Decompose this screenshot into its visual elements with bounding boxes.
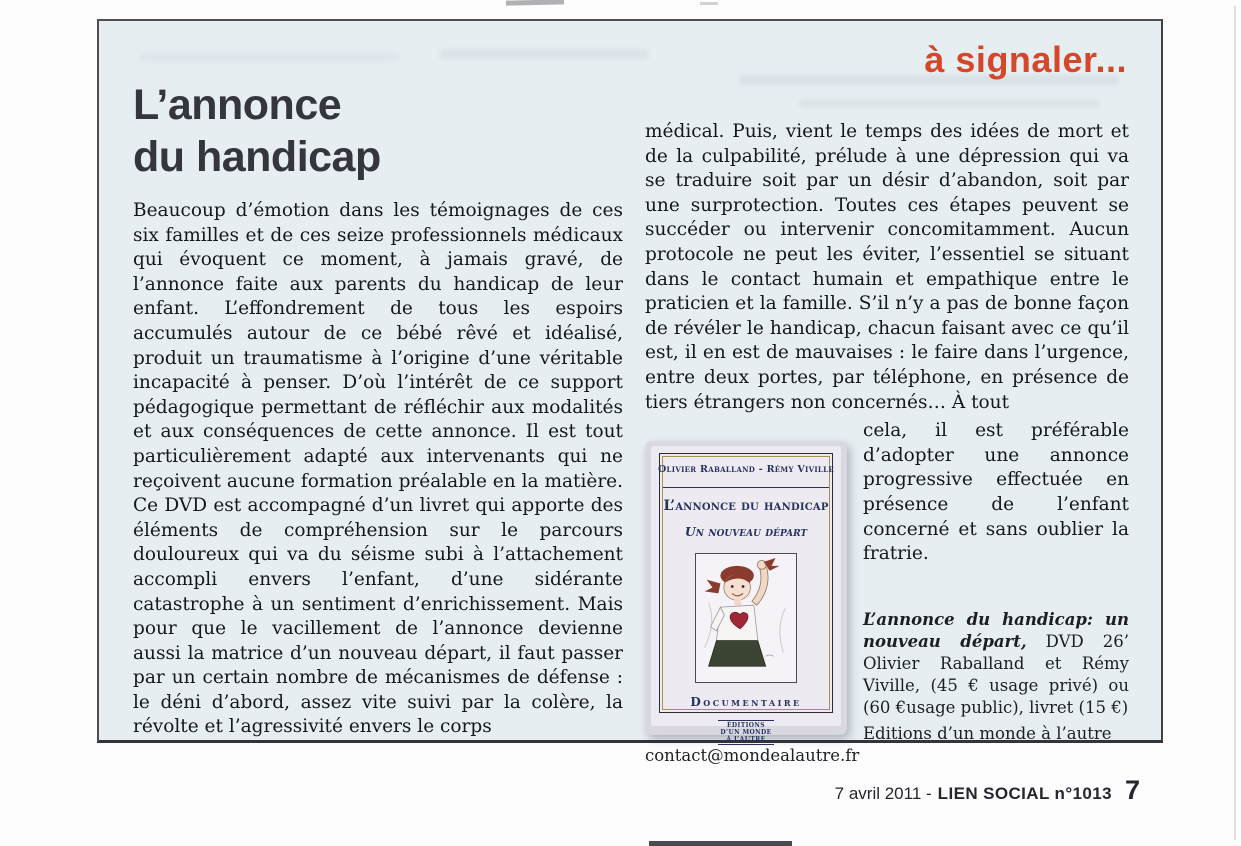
article-title-line2: du handicap — [133, 133, 381, 181]
publisher-line: ÉDITIONS — [726, 721, 766, 729]
article-left-column: Beaucoup d’émotion dans les témoignages de ces six familles et de ces seize professionnels médicaux qui évoquent ce moment, à jamais gravé, de l’annonce faite aux parents du handicap de leur enfant. L’effondrement de tous les espoirs accumulés autour de ce bébé rêvé et idéalisé, produit un traumatisme à l’origine d’une véritable incapacité à penser. D’où l’intérêt de ce support pédagogique permettant de réfléchir aux modalités et aux conséquences de cette annonce. Il est tout particulièrement adapté aux intervenants qui ne reçoivent aucune formation préalable en la matière. Ce DVD est accompagné d’un livret qui apporte des éléments de compréhension sur le parcours douloureux qui va du séisme subi à l’attachement accompli envers l’enfant, d’une sidérante catastrophe à un sentiment d’enrichissement. Mais pour que le vacillement de l’annonce devienne aussi la matrice d’un nouveau départ, il faut passer par un certain nombre de mécanismes de défense : le déni d’abord, assez vite suivi par la colère, la révolte et l’agressivité envers le corps — [133, 200, 623, 738]
print-bleedthrough — [139, 53, 399, 62]
dvd-cover-illustration — [695, 553, 797, 683]
print-bleedthrough — [439, 49, 649, 59]
footer-page-number: 7 — [1124, 775, 1140, 805]
article-title-line1: L’annonce — [133, 81, 342, 129]
dvd-cover-content — [657, 458, 835, 743]
footer-date: 7 avril 2011 - — [834, 784, 932, 803]
dvd-cover-subtitle: Un nouveau départ — [684, 524, 808, 540]
right-column-paragraph-wrap: cela, il est préférable d’adopter une annonce progressive effectuée en présence de l’enfant concerné et sans oublier la fratrie. — [863, 420, 1129, 565]
right-column-paragraph-top: médical. Puis, vient le temps des idées de mort et de la culpabilité, prélude à une dépression qui va se traduire soit par un désir d’abandon, soit par une surprotection. Toutes ces étapes peuvent se succéder ou intervenir concomitamment. Aucun protocole ne peut les éviter, l’essentiel se situant dans le contact humain et empathique entre le praticien et la famille. S’il n’y a pas de bonne façon de révéler le handicap, chacun faisant avec ce qu’il est, il en est de mauvaises : le faire dans l’urgence, entre deux portes, par téléphone, en présence de tiers étrangers non concernés… À tout — [645, 121, 1129, 413]
publisher-line: À L’AUTRE — [726, 735, 766, 743]
dvd-cover-rule — [663, 487, 829, 488]
publisher-line: D’UN MONDE — [720, 728, 772, 736]
article-panel — [97, 19, 1163, 765]
section-label: à signaler... — [924, 39, 1127, 80]
caption-contact-email: contact@mondealautre.fr — [645, 745, 860, 765]
article-title — [133, 79, 381, 183]
dvd-cover-genre: Documentaire — [690, 694, 802, 709]
dvd-cover-publisher-logo — [718, 720, 773, 745]
dvd-cover-authors: Olivier Raballand - Rémy Viville — [657, 464, 835, 476]
caption-publisher: Editions d’un monde à l’autre — [863, 723, 1112, 743]
dvd-cover-image — [645, 441, 847, 743]
dvd-cover-title: L’annonce du handicap — [663, 497, 829, 514]
girl-with-heart-illustration — [696, 554, 796, 682]
footer-journal-name: LIEN SOCIAL n°1013 — [937, 784, 1112, 803]
caption-details: DVD 26’ Olivier Raballand et Rémy Viville, (45 € usage privé) ou (60 €usage public), livret (15 €) — [863, 631, 1130, 717]
page-footer — [835, 775, 1140, 806]
scan-artifact-top — [506, 0, 564, 6]
scan-artifact-bottom — [649, 841, 792, 846]
scan-artifact-right-edge — [1234, 6, 1236, 840]
article-right-column — [645, 120, 1129, 767]
caption-dvd-title: L’annonce du handicap: un nouveau départ, — [863, 609, 1129, 651]
scan-artifact-top-small — [700, 2, 718, 5]
print-bleedthrough — [799, 99, 1099, 108]
